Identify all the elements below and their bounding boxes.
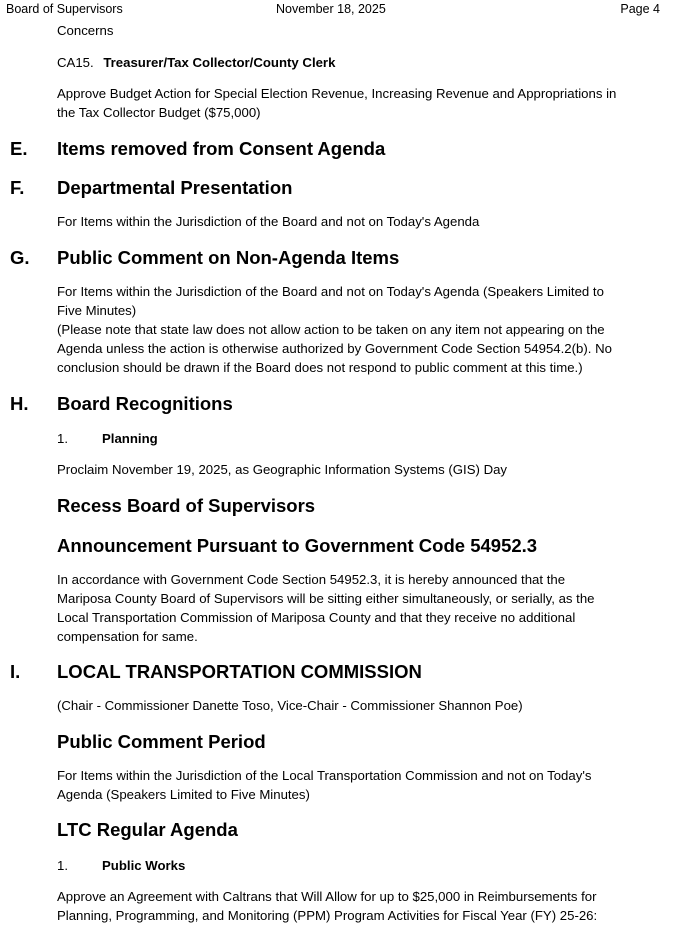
section-letter-h: H. [10,393,29,414]
text-line: For Items within the Jurisdiction of the Board and not on Today's Agenda (Speakers Limited to [57,284,604,299]
section-title-g: Public Comment on Non-Agenda Items [57,247,400,268]
consent-item-title: Treasurer/Tax Collector/County Clerk [103,55,336,70]
section-letter-e: E. [10,138,28,159]
section-title-ltc-regular-agenda: LTC Regular Agenda [57,819,238,840]
text-line: Planning, Programming, and Monitoring (PPM) Program Activities for Fiscal Year (FY) 25-26: [57,908,598,923]
section-letter-i: I. [10,661,21,682]
text-line: compensation for same. [57,629,198,644]
text-line: Local Transportation Commission of Mariposa County and that they receive no additional [57,610,576,625]
text-line: (Please note that state law does not allow action to be taken on any item not appearing on the [57,322,605,337]
section-text-announcement [57,570,667,646]
page-header [0,2,680,20]
section-title-i: LOCAL TRANSPORTATION COMMISSION [57,661,422,682]
consent-item-number: CA15. [57,55,94,70]
section-text-g [57,282,667,377]
consent-item-description [57,84,667,122]
section-title-announcement: Announcement Pursuant to Government Code 54952.3 [57,535,538,556]
item-title-public-works: Public Works [102,858,186,873]
text-line: Approve Budget Action for Special Election Revenue, Increasing Revenue and Appropriations in [57,86,617,101]
item-text-public-works [57,887,667,925]
section-title-public-comment-period: Public Comment Period [57,731,266,752]
item-number: 1. [57,431,68,446]
consent-item-ca15 [57,55,335,70]
text-line: Approve an Agreement with Caltrans that Will Allow for up to $25,000 in Reimbursements for [57,889,597,904]
text-line: In accordance with Government Code Section 54952.3, it is hereby announced that the [57,572,566,587]
item-title-planning: Planning [102,431,158,446]
section-text-i: (Chair - Commissioner Danette Toso, Vice-Chair - Commissioner Shannon Poe) [57,698,523,713]
text-line: Agenda (Speakers Limited to Five Minutes) [57,787,310,802]
section-title-recess: Recess Board of Supervisors [57,495,316,516]
text-line: the Tax Collector Budget ($75,000) [57,105,261,120]
section-text-public-comment-period [57,766,667,804]
section-title-h: Board Recognitions [57,393,233,414]
header-page-number: Page 4 [620,2,660,16]
section-title-e: Items removed from Consent Agenda [57,138,386,159]
item-text-planning: Proclaim November 19, 2025, as Geographic Information Systems (GIS) Day [57,462,508,477]
header-board-name: Board of Supervisors [6,2,123,16]
section-letter-g: G. [10,247,30,268]
section-letter-f: F. [10,177,25,198]
continuation-text: Concerns [57,23,114,38]
header-date: November 18, 2025 [276,2,386,16]
text-line: Agenda unless the action is otherwise authorized by Government Code Section 54954.2(b). No [57,341,612,356]
section-text-f: For Items within the Jurisdiction of the Board and not on Today's Agenda [57,214,480,229]
item-number: 1. [57,858,68,873]
text-line: For Items within the Jurisdiction of the Local Transportation Commission and not on Today's [57,768,592,783]
text-line: Five Minutes) [57,303,137,318]
text-line: Mariposa County Board of Supervisors will be sitting either simultaneously, or serially, as the [57,591,595,606]
text-line: conclusion should be drawn if the Board does not respond to public comment at this time.) [57,360,583,375]
section-title-f: Departmental Presentation [57,177,293,198]
